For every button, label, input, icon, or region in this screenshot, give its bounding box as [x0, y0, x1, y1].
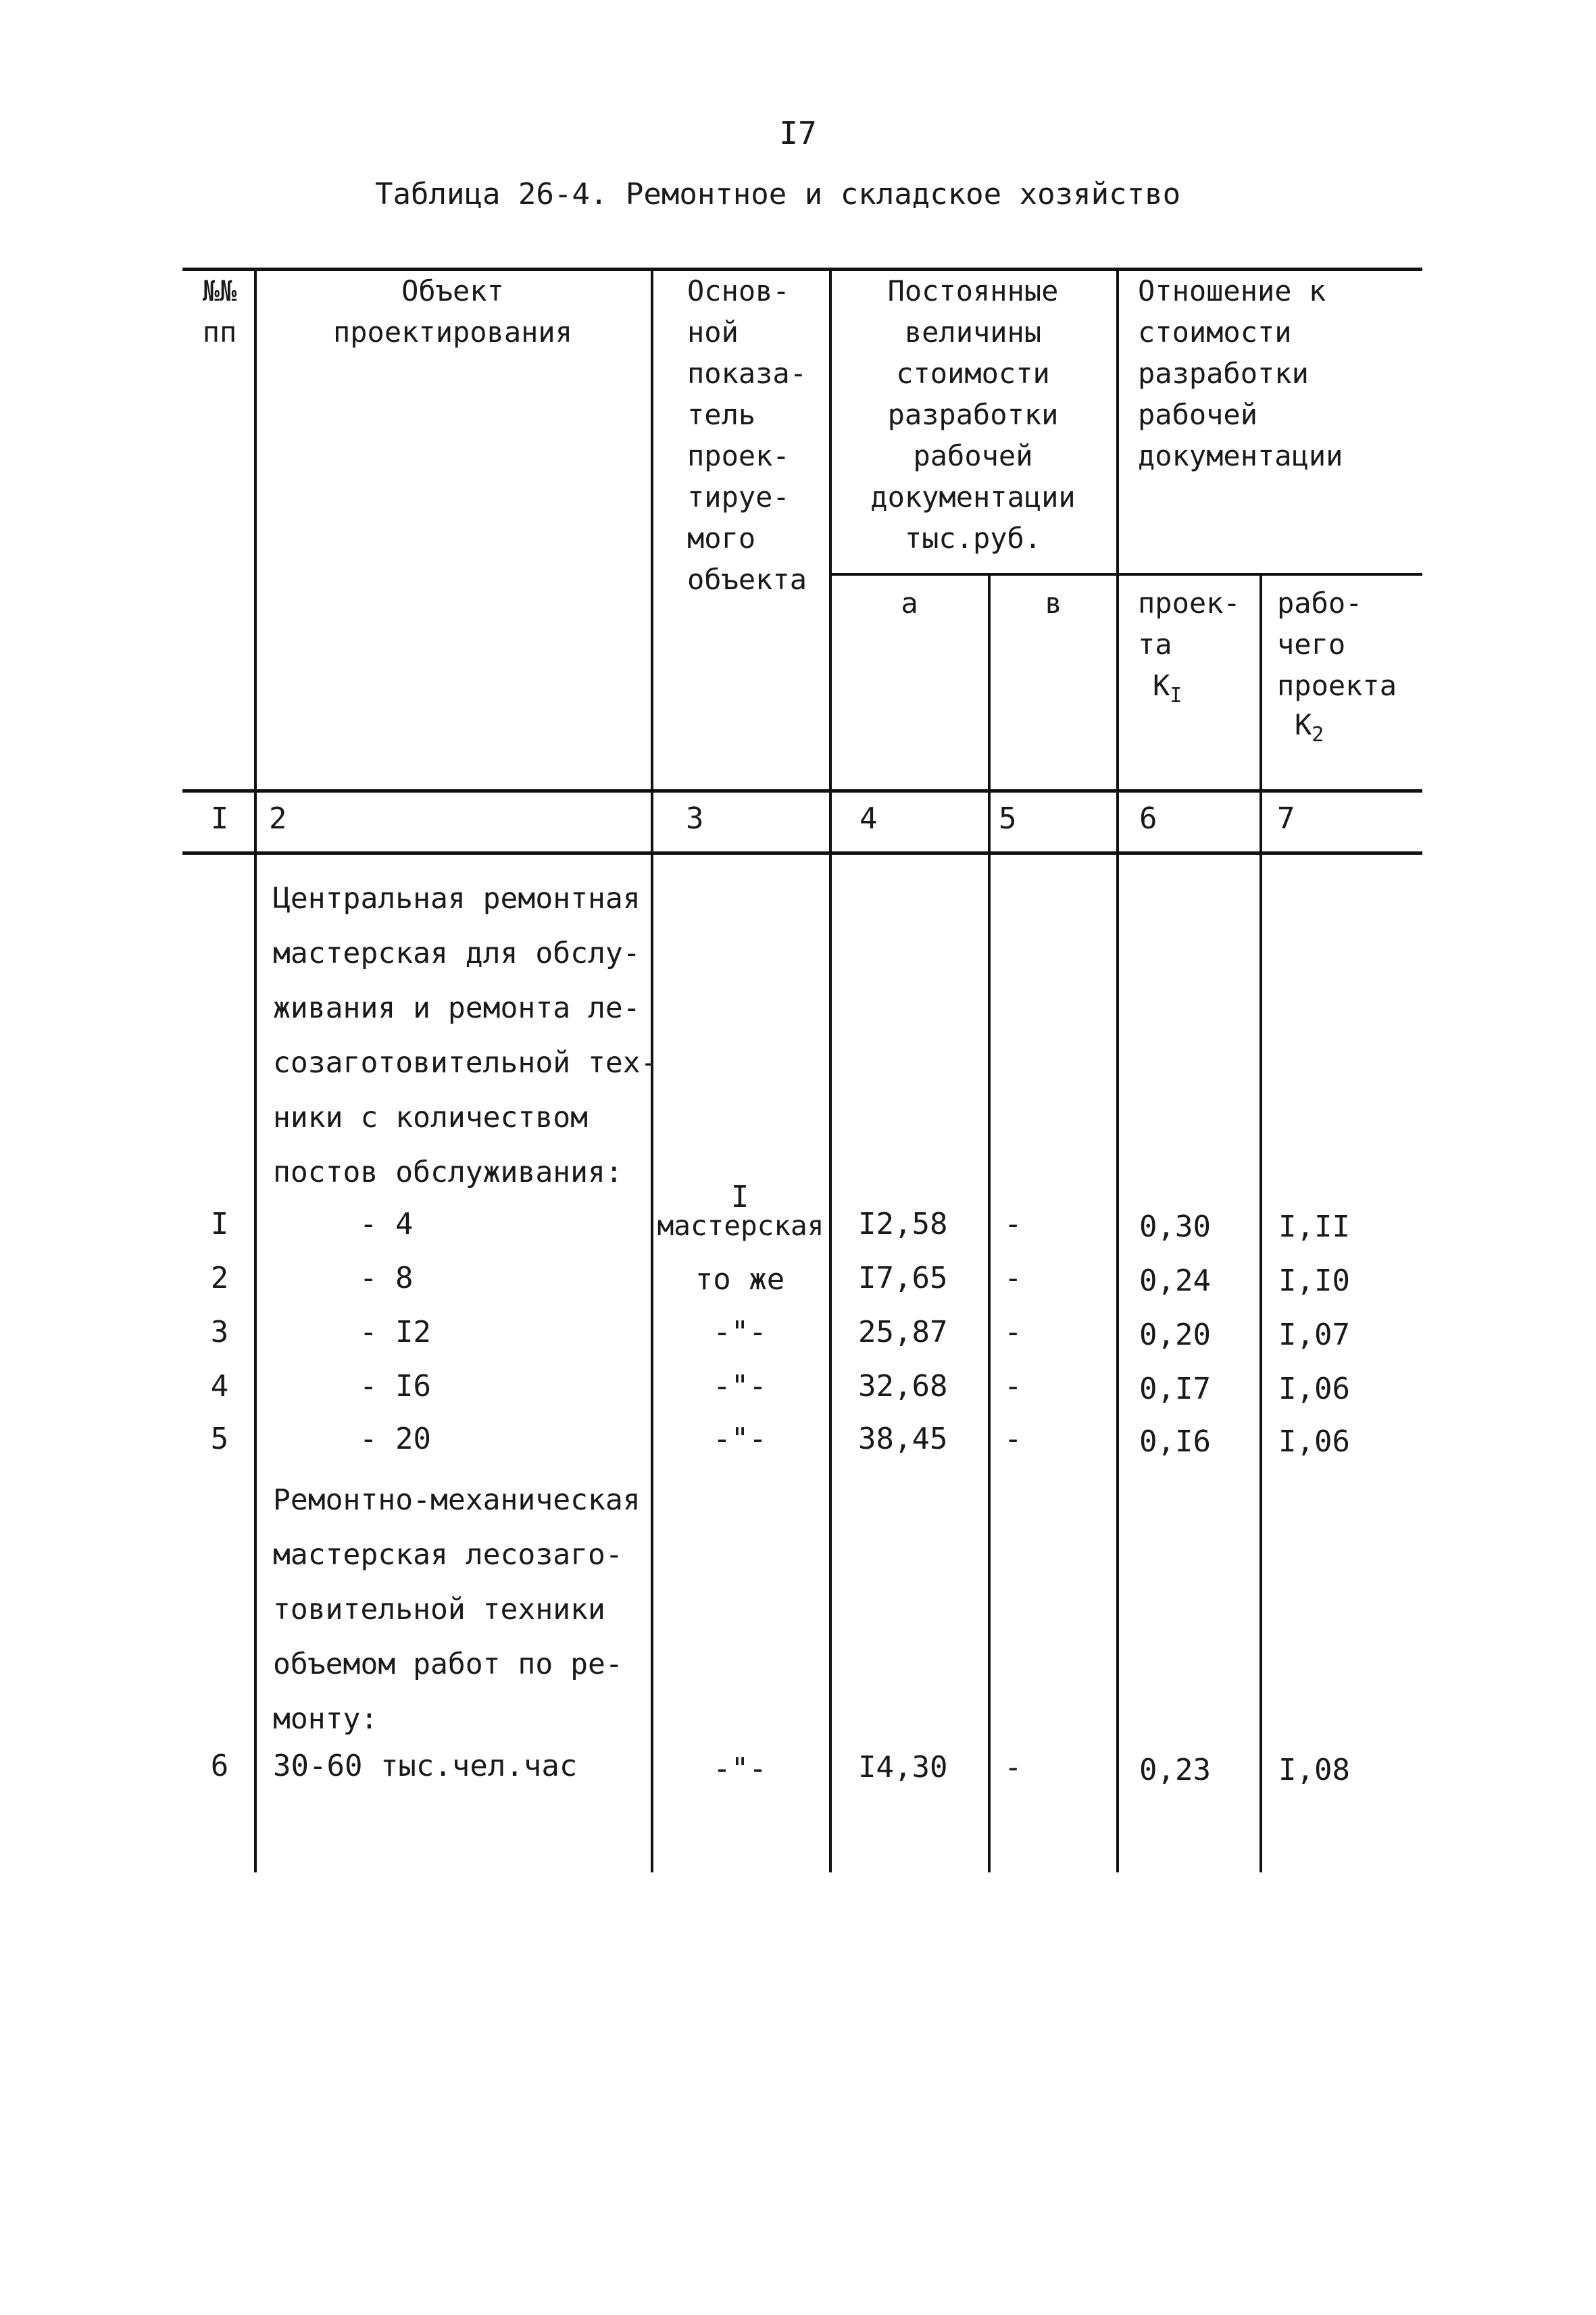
- row4-a: 32,68: [858, 1369, 948, 1403]
- colnum-3: 3: [686, 801, 704, 836]
- row4-object: - I6: [359, 1369, 431, 1403]
- row3-object: - I2: [359, 1315, 431, 1349]
- row5-object: - 20: [359, 1422, 431, 1456]
- row1-k1: 0,30: [1139, 1210, 1211, 1244]
- row5-indicator: -"-: [713, 1422, 767, 1456]
- row3-k2: I,07: [1278, 1318, 1350, 1352]
- row1-object: - 4: [359, 1207, 414, 1241]
- col-divider-5: [1116, 268, 1119, 1872]
- row2-b: -: [1004, 1261, 1022, 1295]
- k1-symbol: К: [1153, 669, 1170, 702]
- k2-symbol: К: [1295, 708, 1312, 741]
- row4-k1: 0,I7: [1139, 1372, 1211, 1406]
- row3-k1: 0,20: [1139, 1318, 1211, 1352]
- colnum-2: 2: [269, 801, 287, 836]
- row6-indicator: -"-: [713, 1751, 767, 1786]
- row4-b: -: [1004, 1369, 1022, 1403]
- header-k2-symbol: [1295, 704, 1324, 755]
- row4-num: 4: [210, 1369, 229, 1403]
- row5-a: 38,45: [858, 1422, 948, 1456]
- section2-title: Ремонтно-механическая мастерская лесозаго- товительной техники объемом работ по ре- монту:: [273, 1483, 641, 1736]
- constants-header-rule: [829, 573, 1422, 576]
- header-col-a: а: [901, 587, 918, 620]
- row3-indicator: -"-: [713, 1315, 767, 1349]
- row2-object: - 8: [359, 1261, 414, 1295]
- row6-object: 30-60 тыс.чел.час: [273, 1749, 578, 1783]
- row5-k1: 0,I6: [1139, 1424, 1211, 1459]
- row4-k2: I,06: [1278, 1372, 1350, 1406]
- row1-a: I2,58: [858, 1207, 948, 1241]
- row1-indicator: мастерская: [657, 1210, 824, 1242]
- row2-k1: 0,24: [1139, 1264, 1211, 1298]
- k2-subscript: 2: [1312, 723, 1324, 747]
- col-divider-4: [988, 574, 991, 1872]
- header-col-b: в: [1045, 587, 1062, 620]
- colnum-6: 6: [1139, 801, 1157, 836]
- row1-num: I: [210, 1207, 229, 1241]
- row5-b: -: [1004, 1422, 1022, 1456]
- header-indicator: Основ- ной показа- тель проек- тируе- мого объекта: [687, 274, 807, 596]
- k1-subscript: I: [1170, 684, 1182, 707]
- header-object: Объект проектирования: [332, 274, 572, 349]
- header-ratio: Отношение к стоимости разработки рабочей документации: [1138, 274, 1343, 472]
- row3-b: -: [1004, 1315, 1022, 1349]
- row2-num: 2: [210, 1261, 229, 1295]
- header-num: №№ пп: [202, 274, 237, 349]
- row6-k2: I,08: [1278, 1753, 1350, 1787]
- row4-indicator: -"-: [713, 1369, 767, 1403]
- header-k2-text: рабо- чего проекта: [1277, 587, 1397, 702]
- row2-k2: I,I0: [1278, 1264, 1350, 1298]
- header-bottom-rule: [182, 789, 1422, 793]
- row3-a: 25,87: [858, 1315, 948, 1349]
- row5-k2: I,06: [1278, 1424, 1350, 1459]
- colnum-4: 4: [859, 801, 878, 836]
- header-k1-symbol: [1153, 665, 1182, 716]
- section1-title: Центральная ремонтная мастерская для обслу- живания и ремонта ле- созаготовительной тех- ники с количеством постов обслуживания:: [273, 882, 658, 1189]
- row5-num: 5: [210, 1422, 229, 1456]
- colnum-5: 5: [999, 801, 1017, 836]
- colnum-1: I: [210, 801, 229, 836]
- row6-num: 6: [210, 1749, 229, 1783]
- col-divider-6: [1260, 574, 1262, 1872]
- page-number: I7: [779, 115, 817, 151]
- colnum-bottom-rule: [182, 851, 1422, 855]
- section1-indicator-top: I: [730, 1180, 749, 1214]
- row6-b: -: [1004, 1750, 1022, 1785]
- row1-k2: I,II: [1278, 1210, 1350, 1244]
- colnum-7: 7: [1277, 801, 1295, 836]
- row2-a: I7,65: [858, 1261, 948, 1295]
- header-k1-text: проек- та: [1138, 587, 1241, 661]
- row3-num: 3: [210, 1315, 229, 1349]
- row1-b: -: [1004, 1207, 1022, 1241]
- row6-k1: 0,23: [1139, 1753, 1211, 1787]
- header-constants: Постоянные величины стоимости разработки рабочей документации тыс.руб.: [870, 274, 1076, 555]
- row2-indicator: то же: [695, 1262, 785, 1297]
- table-title: Таблица 26-4. Ремонтное и складское хозяйство: [375, 177, 1181, 211]
- row6-a: I4,30: [858, 1750, 948, 1785]
- col-divider-1: [254, 268, 257, 1872]
